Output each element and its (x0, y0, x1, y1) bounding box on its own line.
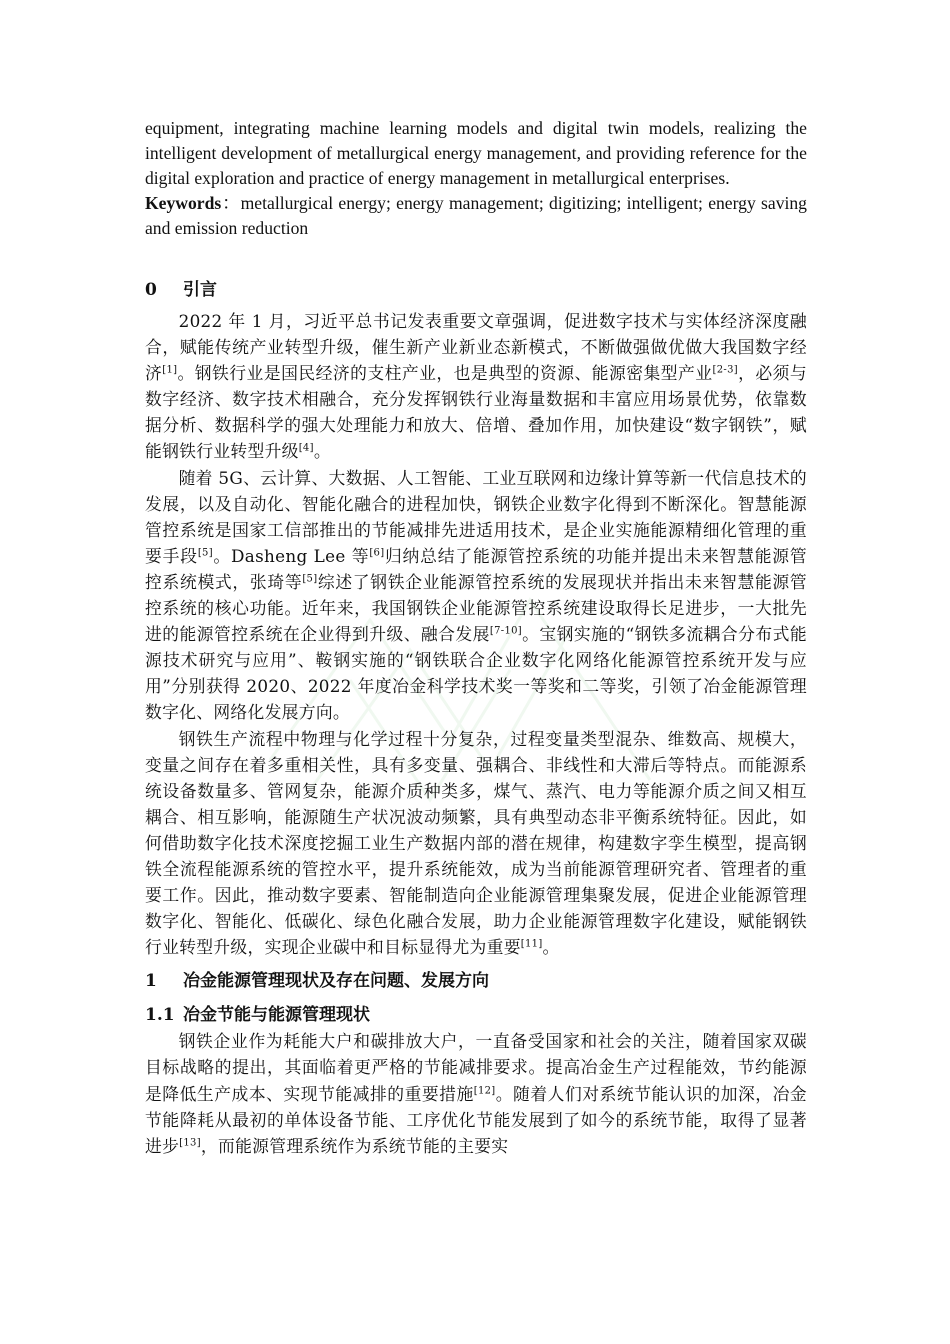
keywords-text: metallurgical energy; energy management; digitizing; intelligent; energy saving and emission reduction (145, 193, 807, 238)
section-heading-0 (145, 277, 807, 303)
abstract-en-tail: equipment, integrating machine learning models and digital twin models, realizing the intelligent development of metallurgical energy management, and providing reference for the digital exploration and practice of energy management in metallurgical enterprises. (145, 118, 807, 188)
text-run: 综述了钢铁企业能源管控系统的发展现状并指出未来智慧能源管控系统的核心功能。近年来，我国钢铁企业能源管控系统建设取得长足进步，一大批先进的能源管控系统在企业得到升级、融合发展 (145, 571, 807, 645)
section-number: 0 (145, 280, 157, 300)
keywords-separator: ： (221, 193, 241, 213)
text-run: ，必须与数字经济、数字技术相融合，充分发挥钢铁行业海量数据和丰富应用场景优势，依靠数据分析、数据科学的强大处理能力和放大、倍增、叠加作用，加快建设“数字钢铁”，赋能钢铁行业转型升级 (145, 363, 807, 462)
text-run: 随着 5G、云计算、大数据、人工智能、工业互联网和边缘计算等新一代信息技术的发展，以及自动化、智能化融合的进程加快，钢铁企业数字化得到不断深化。智慧能源管控系统是国家工信部推出的节能减排先进适用技术，是企业实施能源精细化管理的重要手段 (145, 467, 807, 566)
paragraph-intro-3 (145, 726, 807, 961)
citation: [1] (162, 364, 178, 376)
text-run: 。 (542, 937, 560, 958)
section-title: 冶金能源管理现状及存在问题、发展方向 (183, 971, 489, 992)
citation: [2-3] (712, 364, 738, 376)
citation: [7-10] (489, 625, 522, 637)
section-heading-1 (145, 968, 807, 994)
citation: [13] (179, 1137, 201, 1149)
text-run: 。 (313, 441, 331, 462)
main-content (145, 116, 807, 1159)
citation: [6] (369, 547, 385, 559)
section-heading-1-1 (145, 1002, 807, 1028)
section-number: 1 (145, 971, 157, 992)
citation: [11] (520, 938, 543, 950)
paragraph-1-1 (145, 1028, 807, 1158)
paragraph-intro-1 (145, 308, 807, 465)
text-run: 。钢铁行业是国民经济的支柱产业，也是典型的资源、能源密集型产业 (177, 363, 713, 384)
section-number: 1.1 (145, 1005, 175, 1026)
citation: [5] (197, 547, 213, 559)
section-title: 引言 (183, 280, 217, 300)
citation: [5] (302, 573, 318, 585)
text-run: 钢铁企业作为耗能大户和碳排放大户，一直备受国家和社会的关注，随着国家双碳目标战略的提出，其面临着更严格的节能减排要求。提高冶金生产过程能效，节约能源是降低生产成本、实现节能减排的重要措施 (145, 1031, 807, 1104)
citation: [12] (473, 1084, 496, 1096)
text-run: 。Dasheng Lee 等 (212, 545, 370, 566)
keywords-label: Keywords (145, 193, 222, 213)
text-run: 2022 年 1 月，习近平总书记发表重要文章强调，促进数字技术与实体经济深度融合，赋能传统产业转型升级，催生新产业新业态新模式，不断做强做优做大我国数字经济 (145, 311, 807, 384)
text-run: 。宝钢实施的“钢铁多流耦合分布式能源技术研究与应用”、鞍钢实施的“钢铁联合企业数字化网络化能源管控系统开发与应用”分别获得 2020、2022 年度冶金科学技术奖一等奖和二等奖，引领了冶金能源管理数字化、网络化发展方向。 (145, 624, 807, 723)
text-run: ，而能源管理系统作为系统节能的主要实 (200, 1135, 509, 1156)
text-run: 。随着人们对系统节能认识的加深，冶金节能降耗从最初的单体设备节能、工序优化节能发展到了如今的系统节能，取得了显著进步 (145, 1083, 807, 1156)
text-run: 归纳总结了能源管控系统的功能并提出未来智慧能源管控系统模式，张琦等 (145, 545, 807, 592)
section-title: 冶金节能与能源管理现状 (183, 1005, 370, 1026)
paragraph-intro-2 (145, 465, 807, 726)
keywords-en (145, 191, 807, 241)
text-run: 钢铁生产流程中物理与化学过程十分复杂，过程变量类型混杂、维数高、规模大，变量之间存在着多重相关性，具有多变量、强耦合、非线性和大滞后等特点。而能源系统设备数量多、管网复杂，能源介质种类多，煤气、蒸汽、电力等能源介质之间又相互耦合、相互影响，能源随生产状况波动频繁，具有典型动态非平衡系统特征。因此，如何借助数字化技术深度挖掘工业生产数据内部的潜在规律，构建数字孪生模型，提高钢铁全流程能源系统的管控水平，提升系统能效，成为当前能源管理研究者、管理者的重要工作。因此，推动数字要素、智能制造向企业能源管理集聚发展，促进企业能源管理数字化、智能化、低碳化、绿色化融合发展，助力企业能源管理数字化建设，赋能钢铁行业转型升级，实现企业碳中和目标显得尤为重要 (145, 728, 807, 958)
citation: [4] (298, 442, 314, 454)
